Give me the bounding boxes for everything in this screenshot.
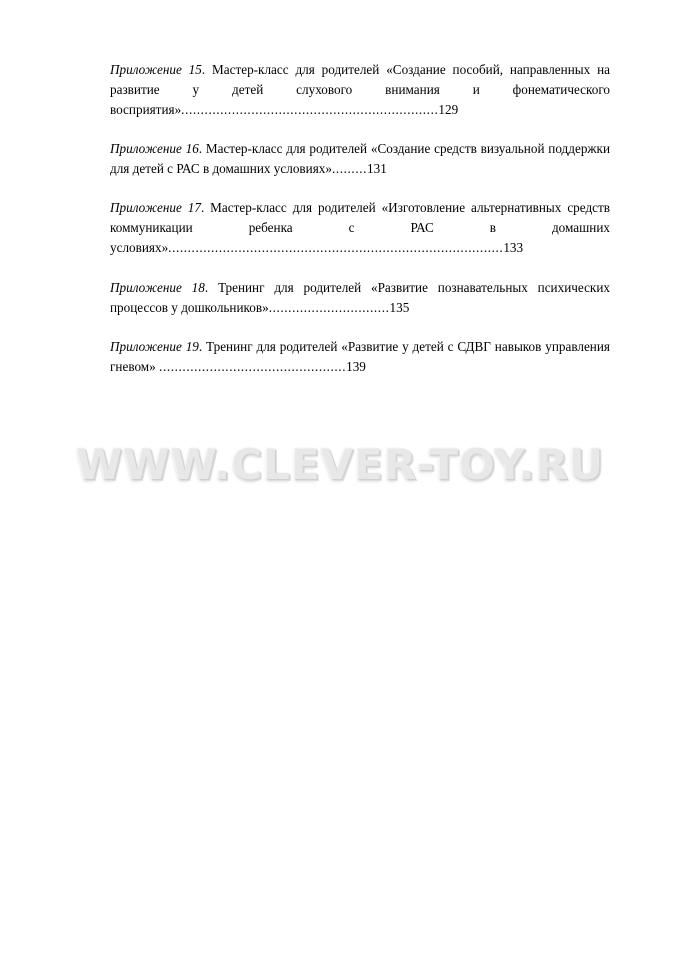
toc-entry <box>110 198 610 258</box>
toc-entry-leader: ...................................................................................... <box>168 240 504 256</box>
toc-entry <box>110 60 610 120</box>
toc-entry <box>110 139 610 179</box>
watermark: WWW.CLEVER-TOY.RU <box>75 440 605 489</box>
toc-entry-page: 133 <box>503 240 524 256</box>
toc-entry-label: Приложение 16 <box>110 141 199 157</box>
toc-entry-label: Приложение 19 <box>110 338 199 354</box>
toc-entry-leader: ......... <box>331 161 368 177</box>
table-of-contents <box>110 60 610 377</box>
toc-entry-page: 131 <box>367 161 387 177</box>
toc-entry-leader: ................................................ <box>159 358 347 374</box>
toc-entry-title: . Мастер-класс для родителей «Создание средств визуальной поддержки для детей с РАС в домашних условиях» <box>110 141 610 177</box>
toc-entry-title: . Тренинг для родителей «Развитие у детей с СДВГ навыков управления гневом» <box>110 338 610 374</box>
toc-entry-title: . Мастер-класс для родителей «Создание пособий, направленных на развитие у детей слухового внимания и фонематического восприятия» <box>110 62 610 118</box>
toc-entry <box>110 278 610 318</box>
toc-entry-leader: ............................... <box>268 299 390 315</box>
toc-entry-label: Приложение 18 <box>110 279 205 295</box>
toc-entry-title: . Тренинг для родителей «Развитие познавательных психических процессов у дошкольников» <box>110 279 610 315</box>
toc-entry <box>110 337 610 377</box>
toc-entry-label: Приложение 17 <box>110 200 201 216</box>
toc-entry-page: 129 <box>438 102 459 118</box>
toc-entry-label: Приложение 15 <box>110 62 202 77</box>
toc-entry-page: 139 <box>346 358 366 374</box>
toc-entry-title: . Мастер-класс для родителей «Изготовление альтернативных средств коммуникации ребенка с РАС в домашних условиях» <box>110 200 610 256</box>
toc-entry-page: 135 <box>389 299 410 315</box>
toc-entry-leader: .................................................................. <box>181 102 439 118</box>
